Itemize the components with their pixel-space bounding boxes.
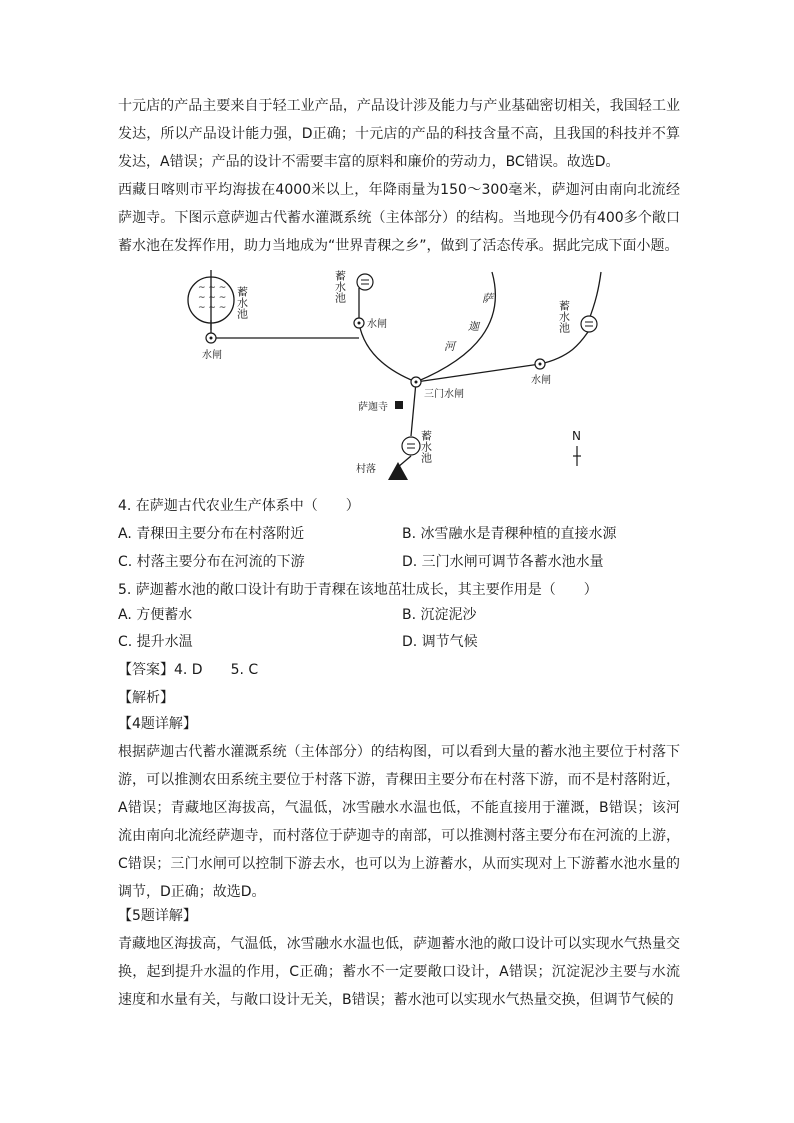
answer-line: 【答案】4. D 5. C <box>118 662 259 678</box>
temple-marker <box>395 401 403 409</box>
q4-option-c[interactable]: C. 村落主要分布在河流的下游 <box>118 554 305 570</box>
sluice-right-label: 水闸 <box>531 375 551 386</box>
reservoir-top <box>357 274 373 290</box>
village-marker <box>388 462 408 480</box>
intro-paragraph: 十元店的产品主要来自于轻工业产品，产品设计涉及能力与产业基础密切相关，我国轻工业发达，所以产品设计能力强，D正确；十元店的产品的科技含量不高，且我国的科技并不算发达，A错误；产品的设计不需要丰富的原料和廉价的劳动力，BC错误。故选D。 <box>118 98 680 170</box>
q5-stem: 5. 萨迦蓄水池的敞口设计有助于青稞在该地茁壮成长，其主要作用是（ ） <box>118 582 598 598</box>
north-arrow-icon <box>573 446 581 466</box>
north-label: N <box>572 429 581 443</box>
irrigation-system-diagram <box>176 262 606 484</box>
sluice-top-label: 水闸 <box>367 319 387 330</box>
q4-option-d[interactable]: D. 三门水闸可调节各蓄水池水量 <box>402 554 604 570</box>
analysis-label: 【解析】 <box>118 690 174 706</box>
q5-option-a[interactable]: A. 方便蓄水 <box>118 607 193 623</box>
village-label: 村落 <box>356 464 376 475</box>
reservoir-label-2: 蓄水池 <box>333 270 347 303</box>
reservoir-label-4: 蓄水池 <box>419 430 433 463</box>
reservoir-right <box>581 316 597 332</box>
temple-label: 萨迦寺 <box>358 402 388 413</box>
svg-text:~ ~ ~: ~ ~ ~ <box>198 293 227 303</box>
reservoir-label-1: 蓄水池 <box>235 286 249 319</box>
river-label-1: 萨 <box>482 292 493 305</box>
material-paragraph: 西藏日喀则市平均海拔在4000米以上，年降雨量为150～300毫米，萨迦河由南向北流经萨迦寺。下图示意萨迦古代蓄水灌溉系统（主体部分）的结构。当地现今仍有400多个敞口蓄水池在发挥作用，助力当地成为“世界青稞之乡”，做到了活态传承。据此完成下面小题。 <box>118 182 680 254</box>
q4-detail-label: 【4题详解】 <box>118 716 197 732</box>
reservoir-bottom <box>402 437 420 455</box>
q5-detail-label: 【5题详解】 <box>118 908 197 924</box>
reservoir-label-3: 蓄水池 <box>557 300 571 333</box>
q5-option-d[interactable]: D. 调节气候 <box>402 634 478 650</box>
svg-text:~ ~ ~: ~ ~ ~ <box>198 283 227 293</box>
q4-detail-paragraph: 根据萨迦古代蓄水灌溉系统（主体部分）的结构图，可以看到大量的蓄水池主要位于村落下游，可以推测农田系统主要位于村落下游，青稞田主要分布在村落下游，而不是村落附近，A错误；青藏地区海拔高，气温低，冰雪融水水温也低，不能直接用于灌溉，B错误；该河流由南向北流经萨迦寺，而村落位于萨迦寺的南部，可以推测村落主要分布在河流的上游，C错误；三门水闸可以控制下游去水，也可以为上游蓄水，从而实现对上下游蓄水池水量的调节，D正确；故选D。 <box>118 744 680 900</box>
reservoir-large <box>188 270 234 330</box>
sluice-left-label: 水闸 <box>202 350 222 361</box>
river-label-2: 迦 <box>468 320 479 333</box>
three-gate-label: 三门水闸 <box>424 389 464 400</box>
svg-text:~ ~ ~: ~ ~ ~ <box>198 303 227 313</box>
river-label-3: 河 <box>444 340 455 353</box>
q5-option-c[interactable]: C. 提升水温 <box>118 634 193 650</box>
q4-option-b[interactable]: B. 冰雪融水是青稞种植的直接水源 <box>402 526 617 542</box>
q5-option-b[interactable]: B. 沉淀泥沙 <box>402 607 477 623</box>
q4-stem: 4. 在萨迦古代农业生产体系中（ ） <box>118 498 360 514</box>
q4-option-a[interactable]: A. 青稞田主要分布在村落附近 <box>118 526 305 542</box>
q5-detail-paragraph: 青藏地区海拔高，气温低，冰雪融水水温也低，萨迦蓄水池的敞口设计可以实现水气热量交换，起到提升水温的作用，C正确；蓄水不一定要敞口设计，A错误；沉淀泥沙主要与水流速度和水量有关，与敞口设计无关，B错误；蓄水池可以实现水气热量交换，但调节气候的 <box>118 936 680 1008</box>
